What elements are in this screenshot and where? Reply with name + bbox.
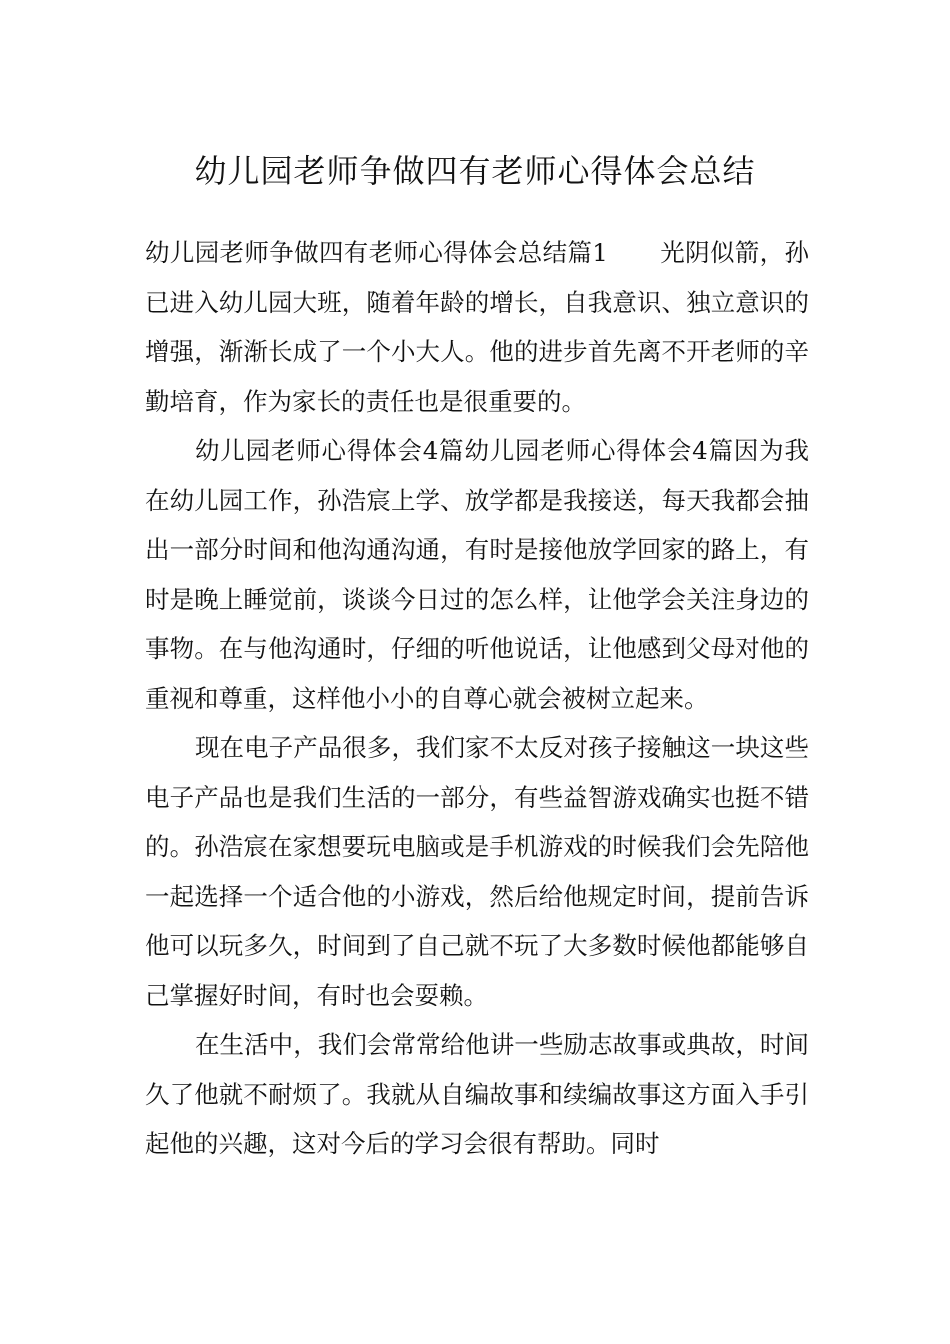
paragraph-1 (145, 228, 809, 426)
document-title: 幼儿园老师争做四有老师心得体会总结 (194, 152, 756, 191)
paragraph-1-lead: 幼儿园老师争做四有老师心得体会总结篇1 (145, 238, 608, 267)
document-body (145, 228, 809, 1169)
paragraph-2: 幼儿园老师心得体会4篇幼儿园老师心得体会4篇因为我在幼儿园工作，孙浩宸上学、放学都是我接送，每天我都会抽出一部分时间和他沟通沟通，有时是接他放学回家的路上，有时是晚上睡觉前，谈谈今日过的怎么样，让他学会关注身边的事物。在与他沟通时，仔细的听他说话，让他感到父母对他的重视和尊重，这样他小小的自尊心就会被树立起来。 (145, 436, 809, 713)
paragraph-3: 现在电子产品很多，我们家不太反对孩子接触这一块这些电子产品也是我们生活的一部分，有些益智游戏确实也挺不错的。孙浩宸在家想要玩电脑或是手机游戏的时候我们会先陪他一起选择一个适合他的小游戏，然后给他规定时间，提前告诉他可以玩多久，时间到了自己就不玩了大多数时候他都能够自己掌握好时间，有时也会耍赖。 (145, 733, 809, 1010)
paragraph-1-text: 光阴似箭，孙已进入幼儿园大班，随着年龄的增长，自我意识、独立意识的增强，渐渐长成了一个小大人。他的进步首先离不开老师的辛勤培育，作为家长的责任也是很重要的。 (145, 238, 809, 416)
paragraph-4: 在生活中，我们会常常给他讲一些励志故事或典故，时间久了他就不耐烦了。我就从自编故事和续编故事这方面入手引起他的兴趣，这对今后的学习会很有帮助。同时 (145, 1030, 809, 1158)
